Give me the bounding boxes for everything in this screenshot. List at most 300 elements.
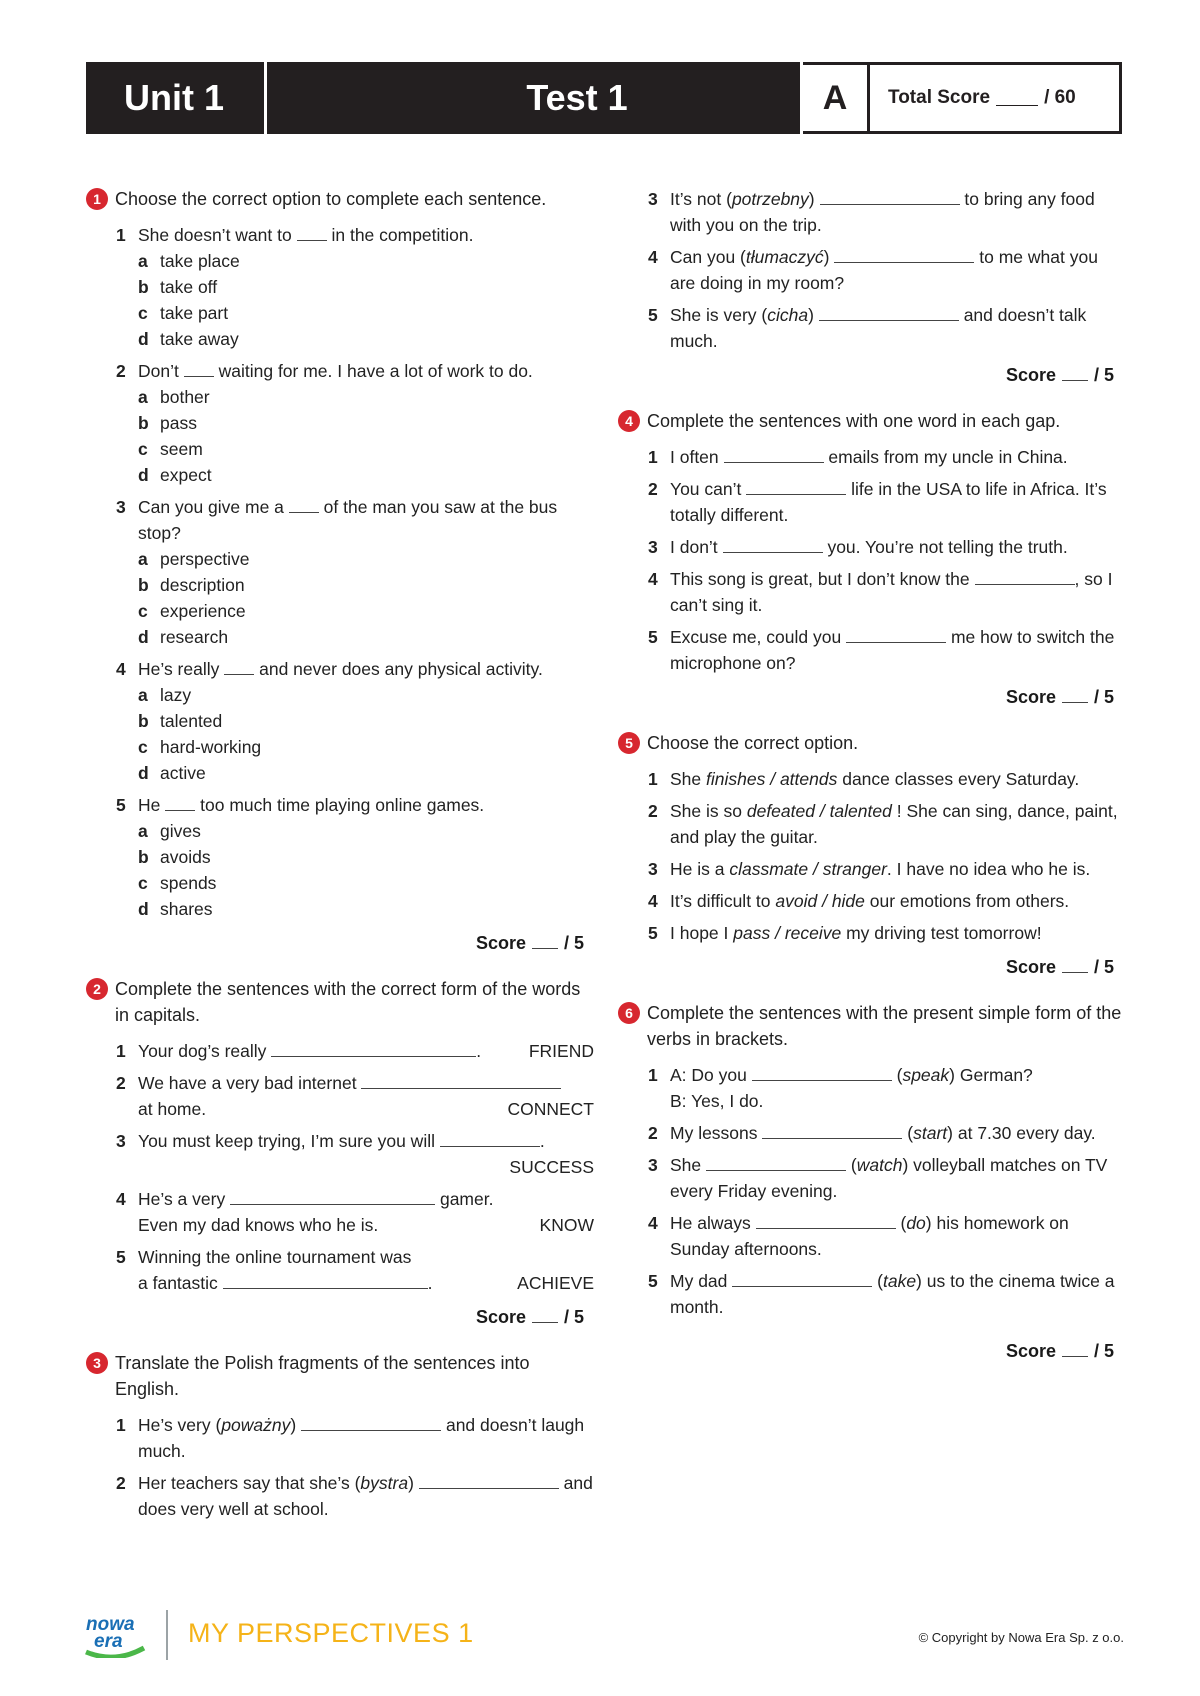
question-number: 4 [648, 569, 658, 589]
capital-word: KNOW [539, 1215, 594, 1235]
question-text: to me what you are doing in my room? [670, 247, 1098, 293]
question [618, 566, 1124, 618]
option-letter: d [138, 899, 149, 919]
score-field[interactable] [532, 1308, 558, 1323]
question-text: Even my dad knows who he is. [138, 1215, 379, 1235]
left-column [86, 186, 594, 1528]
answer-gap[interactable] [846, 624, 946, 643]
question-text: . [539, 1131, 545, 1151]
bracket: ( [896, 1065, 903, 1085]
question-text: gamer. [439, 1189, 494, 1209]
question-text: to bring any food with you on the trip. [670, 189, 1095, 235]
question [618, 476, 1124, 528]
option-c[interactable] [138, 436, 594, 462]
exercise-number: 3 [86, 1352, 108, 1374]
total-score-max: / 60 [1044, 87, 1076, 108]
option-b[interactable] [138, 410, 594, 436]
question-text: his homework on Sunday afternoons. [670, 1213, 1069, 1259]
question-number: 3 [648, 537, 658, 557]
question-number: 2 [116, 1073, 126, 1093]
question-text: He’s a very [138, 1189, 226, 1209]
polish-fragment: bystra [360, 1473, 409, 1493]
question-text: We have a very bad internet [138, 1073, 357, 1093]
question [618, 920, 1124, 946]
question-number: 3 [648, 1155, 658, 1175]
total-score-field[interactable] [996, 91, 1038, 106]
question-text: me how to switch the microphone on? [670, 627, 1115, 673]
question-text: I hope I [670, 923, 729, 943]
question-number: 5 [648, 305, 658, 325]
question-text: , so I can’t sing it. [670, 569, 1113, 615]
question [86, 358, 594, 488]
option-text: perspective [160, 549, 250, 569]
option-letter: d [138, 465, 149, 485]
question [86, 1186, 594, 1238]
question [618, 302, 1124, 354]
option-text: take off [160, 277, 218, 297]
option-letter: a [138, 549, 148, 569]
answer-gap[interactable] [297, 222, 327, 241]
option-letter: b [138, 413, 149, 433]
question-text: ! She can sing, dance, paint, and play the guitar. [670, 801, 1118, 847]
option-letter: b [138, 847, 149, 867]
footer-divider [166, 1610, 168, 1660]
question-number: 2 [116, 361, 126, 381]
bracket: ( [900, 1213, 907, 1233]
exercise-number: 5 [618, 732, 640, 754]
question-number: 1 [648, 1065, 658, 1085]
bracket: ) [408, 1473, 414, 1493]
question-text: He [138, 795, 161, 815]
option-text: avoids [160, 847, 211, 867]
bracket: ( [850, 1155, 857, 1175]
question-text: . [427, 1273, 433, 1293]
option-text: shares [160, 899, 213, 919]
question-number: 4 [648, 1213, 658, 1233]
question-text: She is so [670, 801, 742, 821]
question-text: emails from my uncle in China. [828, 447, 1068, 467]
question [618, 1062, 1124, 1114]
question-text: She doesn’t want to [138, 225, 292, 245]
question-number: 1 [116, 1415, 126, 1435]
answer-gap[interactable] [746, 476, 846, 495]
option-text: active [160, 763, 206, 783]
question-text: and doesn’t laugh much. [138, 1415, 585, 1461]
option-b[interactable] [138, 274, 594, 300]
question [618, 1210, 1124, 1262]
question [618, 766, 1124, 792]
option-a[interactable] [138, 248, 594, 274]
exercise-instruction: Translate the Polish fragments of the sentences into English. [115, 1353, 530, 1399]
question-text: He’s very ( [138, 1415, 222, 1435]
option-text: take away [160, 329, 239, 349]
question [618, 244, 1124, 296]
question-number: 5 [116, 795, 126, 815]
question [618, 444, 1124, 470]
answer-gap[interactable] [301, 1412, 441, 1431]
score-max: / 5 [563, 933, 584, 953]
score-field[interactable] [1062, 688, 1088, 703]
question [86, 222, 594, 352]
question [86, 1128, 594, 1180]
score-max: / 5 [1093, 365, 1114, 385]
question [618, 856, 1124, 882]
option-d[interactable] [138, 462, 594, 488]
option-letter: b [138, 575, 149, 595]
capital-word: ACHIEVE [517, 1273, 594, 1293]
question-number: 4 [648, 247, 658, 267]
word-choice[interactable]: finishes / attends [706, 769, 838, 789]
option-d[interactable] [138, 326, 594, 352]
question-text: waiting for me. I have a lot of work to do. [218, 361, 533, 381]
question-number: 2 [116, 1473, 126, 1493]
score-max: / 5 [1093, 957, 1114, 977]
question [618, 1152, 1124, 1204]
answer-gap[interactable] [724, 444, 824, 463]
answer-gap[interactable] [289, 494, 319, 513]
question [86, 1038, 594, 1064]
question-text: Can you ( [670, 247, 746, 267]
verb-in-brackets: watch [856, 1155, 903, 1175]
question-number: 3 [648, 189, 658, 209]
question-text: volleyball matches on TV every Friday evening. [670, 1155, 1108, 1201]
question-text: She [670, 769, 702, 789]
question-text: too much time playing online games. [200, 795, 485, 815]
question-text: B: Yes, I do. [670, 1091, 764, 1111]
score-field[interactable] [532, 934, 558, 949]
question-text: I don’t [670, 537, 718, 557]
option-text: bother [160, 387, 210, 407]
bracket: ( [877, 1271, 883, 1291]
answer-gap[interactable] [223, 1270, 428, 1289]
verb-in-brackets: speak [902, 1065, 950, 1085]
option-letter: c [138, 439, 148, 459]
question-text: German? [959, 1065, 1033, 1085]
question-text: You can’t [670, 479, 742, 499]
answer-gap[interactable] [732, 1268, 872, 1287]
option-c[interactable] [138, 870, 594, 896]
option-b[interactable] [138, 844, 594, 870]
question [86, 1244, 594, 1296]
question [618, 186, 1124, 238]
question-text: It’s not ( [670, 189, 732, 209]
question-number: 5 [648, 627, 658, 647]
question-text: a fantastic [138, 1273, 218, 1293]
option-a[interactable] [138, 384, 594, 410]
question-number: 3 [648, 859, 658, 879]
bracket: ) [290, 1415, 297, 1435]
question [86, 656, 594, 786]
test-header [86, 62, 1122, 134]
question-number: 4 [648, 891, 658, 911]
option-c[interactable] [138, 300, 594, 326]
bracket: ) [925, 1213, 932, 1233]
exercise-instruction: Choose the correct option. [647, 733, 859, 753]
answer-gap[interactable] [440, 1128, 540, 1147]
option-text: expect [160, 465, 212, 485]
bracket: ) [949, 1065, 955, 1085]
answer-gap[interactable] [165, 792, 195, 811]
question-text: This song is great, but I don’t know the [670, 569, 970, 589]
answer-gap[interactable] [361, 1070, 561, 1089]
score-label: Score [1005, 957, 1056, 977]
question [86, 1070, 594, 1122]
question-text: my driving test tomorrow! [846, 923, 1042, 943]
answer-gap[interactable] [271, 1038, 476, 1057]
question-text: Excuse me, could you [670, 627, 842, 647]
option-text: take part [160, 303, 229, 323]
word-choice[interactable]: classmate / stranger [729, 859, 887, 879]
option-letter: a [138, 685, 148, 705]
question-text: I often [670, 447, 719, 467]
question-text: Her teachers say that she’s ( [138, 1473, 361, 1493]
question-number: 2 [648, 1123, 658, 1143]
option-c[interactable] [138, 734, 594, 760]
option-text: take place [160, 251, 240, 271]
polish-fragment: tłumaczyć [745, 247, 824, 267]
question-text: He’s really [138, 659, 220, 679]
capital-word: CONNECT [507, 1099, 594, 1119]
score-max: / 5 [563, 1307, 584, 1327]
question [618, 888, 1124, 914]
option-letter: a [138, 251, 148, 271]
question [86, 494, 594, 650]
question-text: . I have no idea who he is. [886, 859, 1091, 879]
answer-gap[interactable] [419, 1470, 559, 1489]
option-d[interactable] [138, 896, 594, 922]
logo-text-top: nowa [86, 1614, 135, 1635]
option-letter: a [138, 387, 148, 407]
question-text: Your dog’s really [138, 1041, 267, 1061]
question-text: of the man you saw at the bus stop? [138, 497, 558, 543]
option-a[interactable] [138, 546, 594, 572]
word-choice[interactable]: avoid / hide [775, 891, 865, 911]
question-text: life in the USA to life in Africa. It’s totally different. [670, 479, 1107, 525]
question-number: 5 [116, 1247, 126, 1267]
question-number: 5 [648, 1271, 658, 1291]
answer-gap[interactable] [820, 186, 960, 205]
score-field[interactable] [1062, 1342, 1088, 1357]
bracket: ) [823, 247, 830, 267]
question-text: A: Do you [670, 1065, 747, 1085]
test-version: A [803, 65, 867, 131]
word-choice[interactable]: pass / receive [733, 923, 842, 943]
question-text: He always [670, 1213, 751, 1233]
question [86, 1412, 594, 1464]
question-text: She is very ( [670, 305, 768, 325]
score-label: Score [1005, 687, 1056, 707]
question [86, 792, 594, 922]
option-d[interactable] [138, 760, 594, 786]
answer-gap[interactable] [723, 534, 823, 553]
question-number: 1 [116, 1041, 126, 1061]
question [86, 1470, 594, 1522]
answer-gap[interactable] [756, 1210, 896, 1229]
verb-in-brackets: start [913, 1123, 948, 1143]
question-text: in the competition. [331, 225, 474, 245]
exercise-score [618, 362, 1114, 388]
polish-fragment: poważny [221, 1415, 291, 1435]
option-text: pass [160, 413, 197, 433]
question-text: you. You’re not telling the truth. [827, 537, 1068, 557]
question-number: 3 [116, 1131, 126, 1151]
score-label: Score [1005, 1341, 1056, 1361]
answer-gap[interactable] [224, 656, 254, 675]
exercise-5 [618, 730, 1124, 980]
total-score [870, 65, 1119, 131]
question-number: 2 [648, 801, 658, 821]
answer-gap[interactable] [834, 244, 974, 263]
series-title: MY PERSPECTIVES 1 [188, 1618, 474, 1648]
exercise-score [618, 684, 1114, 710]
exercise-number: 6 [618, 1002, 640, 1024]
question-text: and doesn’t talk much. [670, 305, 1087, 351]
question-text: at 7.30 every day. [957, 1123, 1096, 1143]
question-text: Can you give me a [138, 497, 284, 517]
option-b[interactable] [138, 708, 594, 734]
option-text: seem [160, 439, 203, 459]
option-text: research [160, 627, 229, 647]
question-text: You must keep trying, I’m sure you will [138, 1131, 435, 1151]
option-letter: c [138, 303, 148, 323]
question-text: Winning the online tournament was [138, 1247, 412, 1267]
exercise-2 [86, 976, 594, 1330]
exercise-4 [618, 408, 1124, 710]
question [618, 798, 1124, 850]
option-letter: b [138, 711, 149, 731]
exercise-number: 4 [618, 410, 640, 432]
right-column [618, 186, 1124, 1384]
option-letter: c [138, 873, 148, 893]
option-text: experience [160, 601, 246, 621]
exercise-score [86, 930, 584, 956]
answer-gap[interactable] [819, 302, 959, 321]
verb-in-brackets: take [882, 1271, 917, 1291]
question-text: My dad [670, 1271, 728, 1291]
option-letter: d [138, 329, 149, 349]
answer-gap[interactable] [975, 566, 1075, 585]
bracket: ) [808, 305, 814, 325]
option-letter: b [138, 277, 149, 297]
exercise-instruction: Complete the sentences with the present simple form of the verbs in brackets. [647, 1003, 1122, 1049]
total-score-label: Total Score [888, 87, 991, 108]
option-letter: d [138, 763, 149, 783]
bracket: ) [947, 1123, 953, 1143]
option-text: spends [160, 873, 217, 893]
answer-gap[interactable] [762, 1120, 902, 1139]
option-b[interactable] [138, 572, 594, 598]
score-label: Score [475, 933, 526, 953]
option-d[interactable] [138, 624, 594, 650]
question-text: My lessons [670, 1123, 758, 1143]
score-field[interactable] [1062, 958, 1088, 973]
question-text: us to the cinema twice a month. [670, 1271, 1115, 1317]
exercise-score [618, 954, 1114, 980]
score-max: / 5 [1093, 687, 1114, 707]
unit-label: Unit 1 [123, 77, 224, 118]
score-label: Score [1005, 365, 1056, 385]
answer-gap[interactable] [184, 358, 214, 377]
question-number: 5 [648, 923, 658, 943]
exercise-1 [86, 186, 594, 956]
bracket: ( [907, 1123, 914, 1143]
exercise-3 [86, 1350, 594, 1522]
bracket: ) [902, 1155, 909, 1175]
word-choice[interactable]: defeated / talented [746, 801, 892, 821]
bracket: ) [808, 189, 815, 209]
answer-gap[interactable] [706, 1152, 846, 1171]
option-letter: a [138, 821, 148, 841]
question-text: and never does any physical activity. [259, 659, 543, 679]
question-text: and does very well at school. [138, 1473, 593, 1519]
option-letter: d [138, 627, 149, 647]
question-number: 1 [648, 769, 658, 789]
verb-in-brackets: do [906, 1213, 926, 1233]
copyright: © Copyright by Nowa Era Sp. z o.o. [918, 1630, 1124, 1645]
question-text: It’s difficult to [670, 891, 771, 911]
question-number: 1 [116, 225, 126, 245]
question-text: dance classes every Saturday. [842, 769, 1080, 789]
polish-fragment: potrzebny [731, 189, 809, 209]
score-max: / 5 [1093, 1341, 1114, 1361]
question-number: 1 [648, 447, 658, 467]
question [618, 534, 1124, 560]
question-number: 4 [116, 1189, 126, 1209]
logo-text-bottom: era [94, 1631, 123, 1652]
question-text: at home. [138, 1099, 207, 1119]
exercise-instruction: Choose the correct option to complete each sentence. [115, 189, 547, 209]
question-number: 2 [648, 479, 658, 499]
option-letter: c [138, 737, 148, 757]
question-text: our emotions from others. [869, 891, 1070, 911]
score-label: Score [475, 1307, 526, 1327]
capital-word: SUCCESS [509, 1157, 594, 1177]
exercise-number: 1 [86, 188, 108, 210]
question [618, 1268, 1124, 1320]
option-text: gives [160, 821, 201, 841]
capital-word: FRIEND [528, 1041, 594, 1061]
exercise-score [618, 1338, 1114, 1364]
question-text: Don’t [138, 361, 179, 381]
question-text: He is a [670, 859, 725, 879]
question [618, 1120, 1124, 1146]
option-text: lazy [160, 685, 192, 705]
question-number: 3 [116, 497, 126, 517]
option-text: description [160, 575, 245, 595]
option-text: talented [160, 711, 223, 731]
score-field[interactable] [1062, 366, 1088, 381]
option-a[interactable] [138, 682, 594, 708]
option-a[interactable] [138, 818, 594, 844]
answer-gap[interactable] [752, 1062, 892, 1081]
question [618, 624, 1124, 676]
bracket: ) [916, 1271, 922, 1291]
answer-gap[interactable] [230, 1186, 435, 1205]
question-number: 4 [116, 659, 126, 679]
exercise-number: 2 [86, 978, 108, 1000]
option-c[interactable] [138, 598, 594, 624]
exercise-instruction: Complete the sentences with one word in each gap. [647, 411, 1061, 431]
exercise-3-continued [618, 186, 1124, 388]
exercise-instruction: Complete the sentences with the correct form of the words in capitals. [115, 979, 581, 1025]
polish-fragment: cicha [767, 305, 809, 325]
question-text: . [476, 1041, 482, 1061]
nowa-era-logo [82, 1612, 148, 1658]
option-text: hard-working [160, 737, 262, 757]
exercise-6 [618, 1000, 1124, 1364]
exercise-score [86, 1304, 584, 1330]
question-text: She [670, 1155, 702, 1175]
